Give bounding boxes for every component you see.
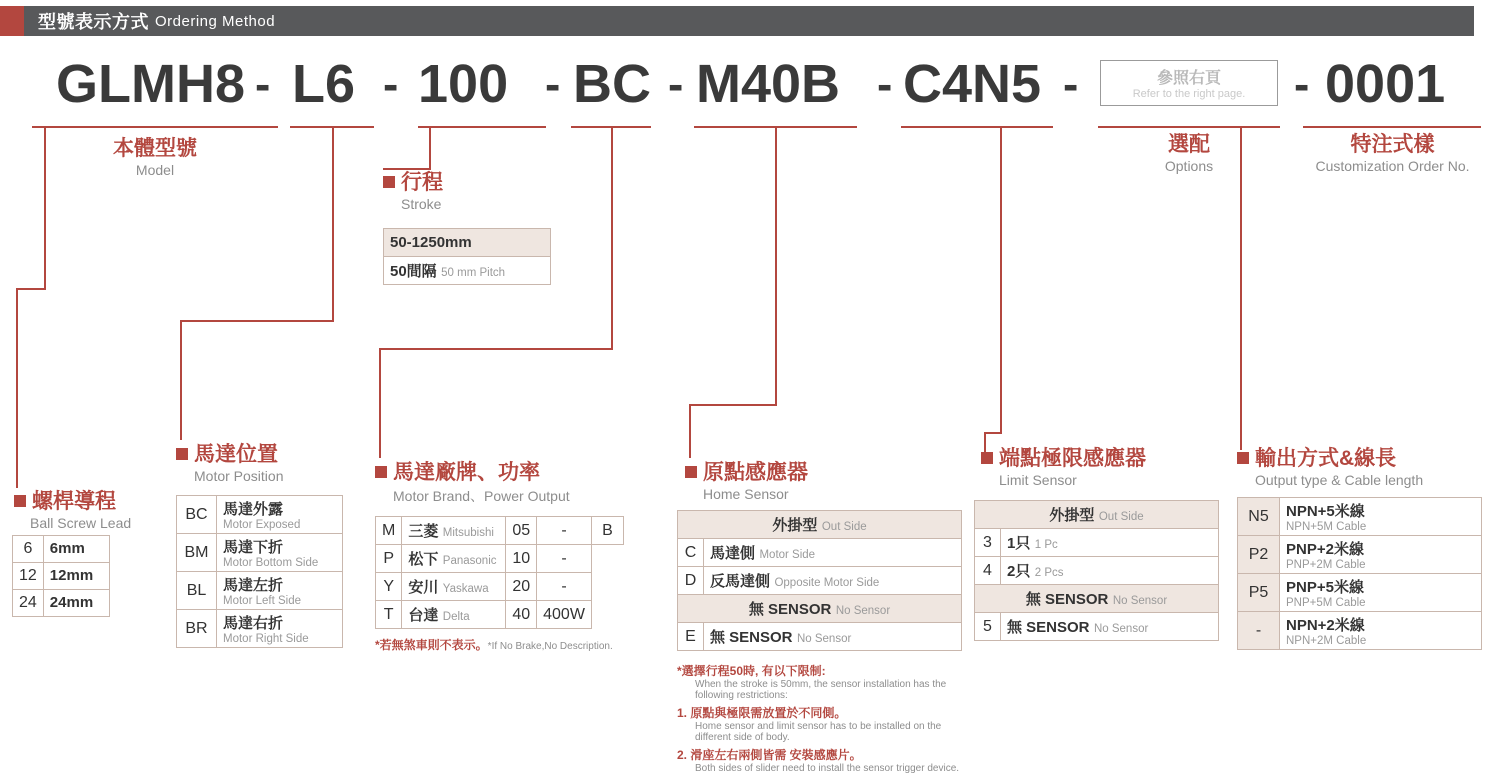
connector-home-vert-top [775, 128, 777, 406]
connector-lead-vert-top [44, 128, 46, 290]
brand-en: Panasonic [442, 555, 497, 567]
limit-code: 3 [975, 529, 1001, 557]
brand-en: Mitsubishi [442, 527, 494, 539]
limit-row-en: Out Side [1098, 511, 1144, 523]
footnote-title-cn: *選擇行程50時, 有以下限制: [677, 664, 826, 678]
table-row [975, 529, 1219, 557]
label-homesensor-cn: 原點感應器 [685, 456, 808, 486]
code-segment-custom: 0001 [1325, 54, 1446, 114]
connector-limit-vert-top [1000, 128, 1002, 434]
footnote-title-en: When the stroke is 50mm, the sensor installation has the following restrictions: [695, 679, 947, 701]
label-limitsensor [981, 442, 1146, 488]
table-row [1238, 612, 1482, 650]
bullet-square-icon [1237, 452, 1249, 464]
label-model-cn: 本體型號 [113, 137, 197, 160]
motorpos-code: BC [177, 496, 217, 534]
stroke-pitch-en: 50 mm Pitch [441, 267, 506, 279]
home-row-cn: 反馬達側 [710, 573, 771, 590]
home-row-en: Out Side [821, 521, 867, 533]
home-row-en: Opposite Motor Side [774, 577, 880, 589]
limit-code: 5 [975, 613, 1001, 641]
home-row-en: No Sensor [835, 605, 891, 617]
table-row [678, 567, 962, 595]
options-placeholder-box[interactable] [1100, 60, 1278, 106]
output-en: NPN+5M Cable [1286, 521, 1367, 533]
bullet-square-icon [375, 466, 387, 478]
stroke-table [383, 228, 551, 285]
limit-row-en: No Sensor [1093, 623, 1149, 635]
motorpos-cn: 馬達左折 [223, 577, 284, 594]
label-output [1237, 442, 1423, 488]
code-dash-4: - [668, 58, 684, 110]
table-row [13, 563, 110, 590]
ballscrew-value: 6mm [49, 540, 85, 557]
limit-row-cn: 無 SENSOR [1025, 591, 1109, 608]
label-options [1098, 128, 1280, 174]
motorpos-code: BR [177, 610, 217, 648]
home-row-cn: 外掛型 [772, 517, 818, 534]
motorpos-en: Motor Bottom Side [223, 557, 319, 569]
brand-cn: 三菱 [408, 523, 439, 540]
page-header [0, 6, 1474, 36]
header-bar [24, 6, 1474, 36]
table-row [13, 590, 110, 617]
label-stroke-cn: 行程 [383, 166, 443, 196]
header-title-cn: 型號表示方式 [38, 12, 149, 32]
limit-sensor-table [974, 500, 1219, 641]
code-dash-7: - [1294, 58, 1310, 110]
code-segment-stroke: 100 [418, 54, 509, 114]
home-sensor-table [677, 510, 962, 651]
motorpos-table [176, 495, 343, 648]
table-row [678, 623, 962, 651]
header-accent-block [0, 6, 24, 36]
limit-row-cn: 1只 [1007, 535, 1031, 552]
ordering-code-line [0, 52, 1504, 122]
label-motorbrand-en: Motor Brand、Power Output [393, 488, 570, 504]
connector-motorpos-vert-bottom [180, 320, 182, 440]
code-dash-6: - [1063, 58, 1079, 110]
table-row [1238, 574, 1482, 612]
label-options-en: Options [1164, 158, 1214, 174]
limit-row-cn: 外掛型 [1049, 507, 1095, 524]
table-row [975, 613, 1219, 641]
brand-cn: 松下 [408, 551, 439, 568]
label-ballscrew [14, 485, 131, 531]
power-watt: - [537, 545, 592, 573]
brand-en: Yaskawa [442, 583, 489, 595]
label-model-en: Model [135, 162, 175, 178]
home-code: D [678, 567, 704, 595]
power-watt: 400W [537, 601, 592, 629]
connector-lead-horz [16, 288, 46, 290]
underline-model [32, 126, 278, 128]
footnote-item2-en: Both sides of slider need to install the sensor trigger device. [695, 763, 960, 774]
bullet-square-icon [176, 448, 188, 460]
table-row [678, 539, 962, 567]
code-dash-2: - [383, 58, 399, 110]
motorbrand-note-en: *If No Brake,No Description. [487, 641, 613, 652]
label-output-en: Output type & Cable length [1255, 472, 1424, 488]
table-row [384, 257, 551, 285]
output-en: PNP+2M Cable [1286, 559, 1366, 571]
bullet-square-icon [981, 452, 993, 464]
home-code: C [678, 539, 704, 567]
code-segment-lead: L6 [292, 54, 356, 114]
label-ballscrew-en: Ball Screw Lead [30, 515, 132, 531]
table-row [177, 496, 343, 534]
table-row [1238, 536, 1482, 574]
label-customization [1300, 128, 1485, 174]
power-code: 20 [506, 573, 537, 601]
table-row [1238, 498, 1482, 536]
label-stroke-en: Stroke [401, 196, 442, 212]
connector-home-horz [689, 404, 777, 406]
ballscrew-value: 12mm [49, 567, 94, 584]
code-segment-motor: M40B [696, 54, 841, 114]
footnote-item2-cn: 2. 滑座左右兩側皆需 安裝感應片。 [677, 748, 862, 762]
home-row-cn: 無 SENSOR [710, 629, 793, 646]
home-row-cn: 馬達側 [710, 545, 756, 562]
motorbrand-table [375, 516, 624, 629]
power-code: 40 [506, 601, 537, 629]
label-motorbrand [375, 456, 570, 506]
label-homesensor-en: Home Sensor [703, 486, 789, 502]
brand-code: M [376, 517, 402, 545]
footnote-item1-en: Home sensor and limit sensor has to be installed on the different side of body. [695, 721, 942, 743]
output-code: N5 [1238, 498, 1280, 536]
connector-motorpos-vert-top [332, 128, 334, 322]
brake-code: B [591, 517, 623, 545]
limit-row-en: No Sensor [1112, 595, 1168, 607]
table-row [975, 585, 1219, 613]
connector-motorpos-horz [180, 320, 334, 322]
label-limitsensor-cn: 端點極限感應器 [981, 442, 1146, 472]
power-watt: - [537, 517, 592, 545]
brand-code: P [376, 545, 402, 573]
connector-stroke-vert [429, 128, 431, 170]
header-title-en: Ordering Method [155, 12, 276, 30]
options-placeholder-cn: 參照右頁 [1156, 70, 1221, 87]
label-model [55, 132, 255, 178]
limit-code: 4 [975, 557, 1001, 585]
output-cn: PNP+5米線 [1286, 579, 1364, 596]
label-stroke [383, 166, 443, 212]
underline-sensor [901, 126, 1053, 128]
motorpos-en: Motor Right Side [223, 633, 309, 645]
label-customization-en: Customization Order No. [1315, 158, 1470, 174]
output-en: NPN+2M Cable [1286, 635, 1367, 647]
table-row [678, 511, 962, 539]
bullet-square-icon [383, 176, 395, 188]
stroke-range: 50-1250mm [390, 233, 472, 251]
table-row [376, 573, 624, 601]
output-code: P5 [1238, 574, 1280, 612]
code-segment-model: GLMH8 [56, 54, 245, 114]
brand-en: Delta [442, 611, 470, 623]
ballscrew-code: 6 [13, 536, 44, 563]
connector-limit-horz [984, 432, 1002, 434]
output-cn: NPN+5米線 [1286, 503, 1365, 520]
code-segment-motorpos: BC [573, 54, 651, 114]
ballscrew-code: 12 [13, 563, 44, 590]
table-row [975, 557, 1219, 585]
motorpos-cn: 馬達下折 [223, 539, 284, 556]
home-row-cn: 無 SENSOR [748, 601, 832, 618]
motorpos-cn: 馬達外露 [223, 501, 284, 518]
table-row [177, 534, 343, 572]
table-row [177, 572, 343, 610]
motorpos-en: Motor Left Side [223, 595, 301, 607]
brand-code: T [376, 601, 402, 629]
output-table [1237, 497, 1482, 650]
motorpos-cn: 馬達右折 [223, 615, 284, 632]
connector-output-vert [1240, 128, 1242, 450]
output-en: PNP+5M Cable [1286, 597, 1366, 609]
table-row [384, 229, 551, 257]
brand-cn: 安川 [408, 579, 439, 596]
power-watt: - [537, 573, 592, 601]
label-motorpos [176, 438, 283, 484]
table-row [13, 536, 110, 563]
power-code: 05 [506, 517, 537, 545]
label-options-cn: 選配 [1168, 133, 1210, 156]
stroke-pitch-cn: 50間隔 [390, 263, 437, 280]
connector-home-vert-bottom [689, 404, 691, 458]
brand-code: Y [376, 573, 402, 601]
table-row [177, 610, 343, 648]
limit-row-en: 1 Pc [1034, 539, 1058, 551]
table-row [376, 545, 624, 573]
underline-stroke [418, 126, 546, 128]
label-motorpos-cn: 馬達位置 [176, 438, 283, 468]
label-homesensor [685, 456, 808, 502]
bullet-square-icon [685, 466, 697, 478]
output-cn: NPN+2米線 [1286, 617, 1365, 634]
table-row [376, 517, 624, 545]
sensor-footnote [677, 662, 977, 774]
table-row [975, 501, 1219, 529]
label-customization-cn: 特注式樣 [1350, 133, 1435, 156]
limit-row-cn: 2只 [1007, 563, 1031, 580]
code-segment-sensor: C4N5 [903, 54, 1042, 114]
bullet-square-icon [14, 495, 26, 507]
output-code: - [1238, 612, 1280, 650]
options-placeholder-en: Refer to the right page. [1132, 88, 1246, 100]
table-row [678, 595, 962, 623]
output-cn: PNP+2米線 [1286, 541, 1364, 558]
motorpos-code: BM [177, 534, 217, 572]
label-output-cn: 輸出方式&線長 [1237, 442, 1423, 472]
connector-motorbrand-horz [379, 348, 613, 350]
connector-lead-vert-bottom [16, 288, 18, 488]
code-dash-1: - [255, 58, 271, 110]
motorbrand-note [375, 636, 665, 653]
footnote-item1-cn: 1. 原點與極限需放置於不同側。 [677, 706, 847, 720]
home-row-en: Motor Side [759, 549, 816, 561]
output-code: P2 [1238, 536, 1280, 574]
limit-row-cn: 無 SENSOR [1007, 619, 1090, 636]
motorbrand-note-cn: *若無煞車則不表示。 [375, 638, 488, 652]
connector-motorbrand-vert-bottom [379, 348, 381, 458]
connector-motorbrand-vert-top [611, 128, 613, 350]
ballscrew-value: 24mm [49, 594, 94, 611]
brand-cn: 台達 [408, 607, 439, 624]
table-row [376, 601, 624, 629]
label-limitsensor-en: Limit Sensor [999, 472, 1077, 488]
home-row-en: No Sensor [796, 633, 852, 645]
power-code: 10 [506, 545, 537, 573]
code-dash-5: - [877, 58, 893, 110]
label-ballscrew-cn: 螺桿導程 [14, 485, 131, 515]
ballscrew-table [12, 535, 110, 617]
limit-row-en: 2 Pcs [1034, 567, 1064, 579]
motorpos-code: BL [177, 572, 217, 610]
label-motorbrand-cn: 馬達廠牌、功率 [375, 456, 570, 486]
ballscrew-code: 24 [13, 590, 44, 617]
home-code: E [678, 623, 704, 651]
motorpos-en: Motor Exposed [223, 519, 301, 531]
code-dash-3: - [545, 58, 561, 110]
label-motorpos-en: Motor Position [194, 468, 284, 484]
